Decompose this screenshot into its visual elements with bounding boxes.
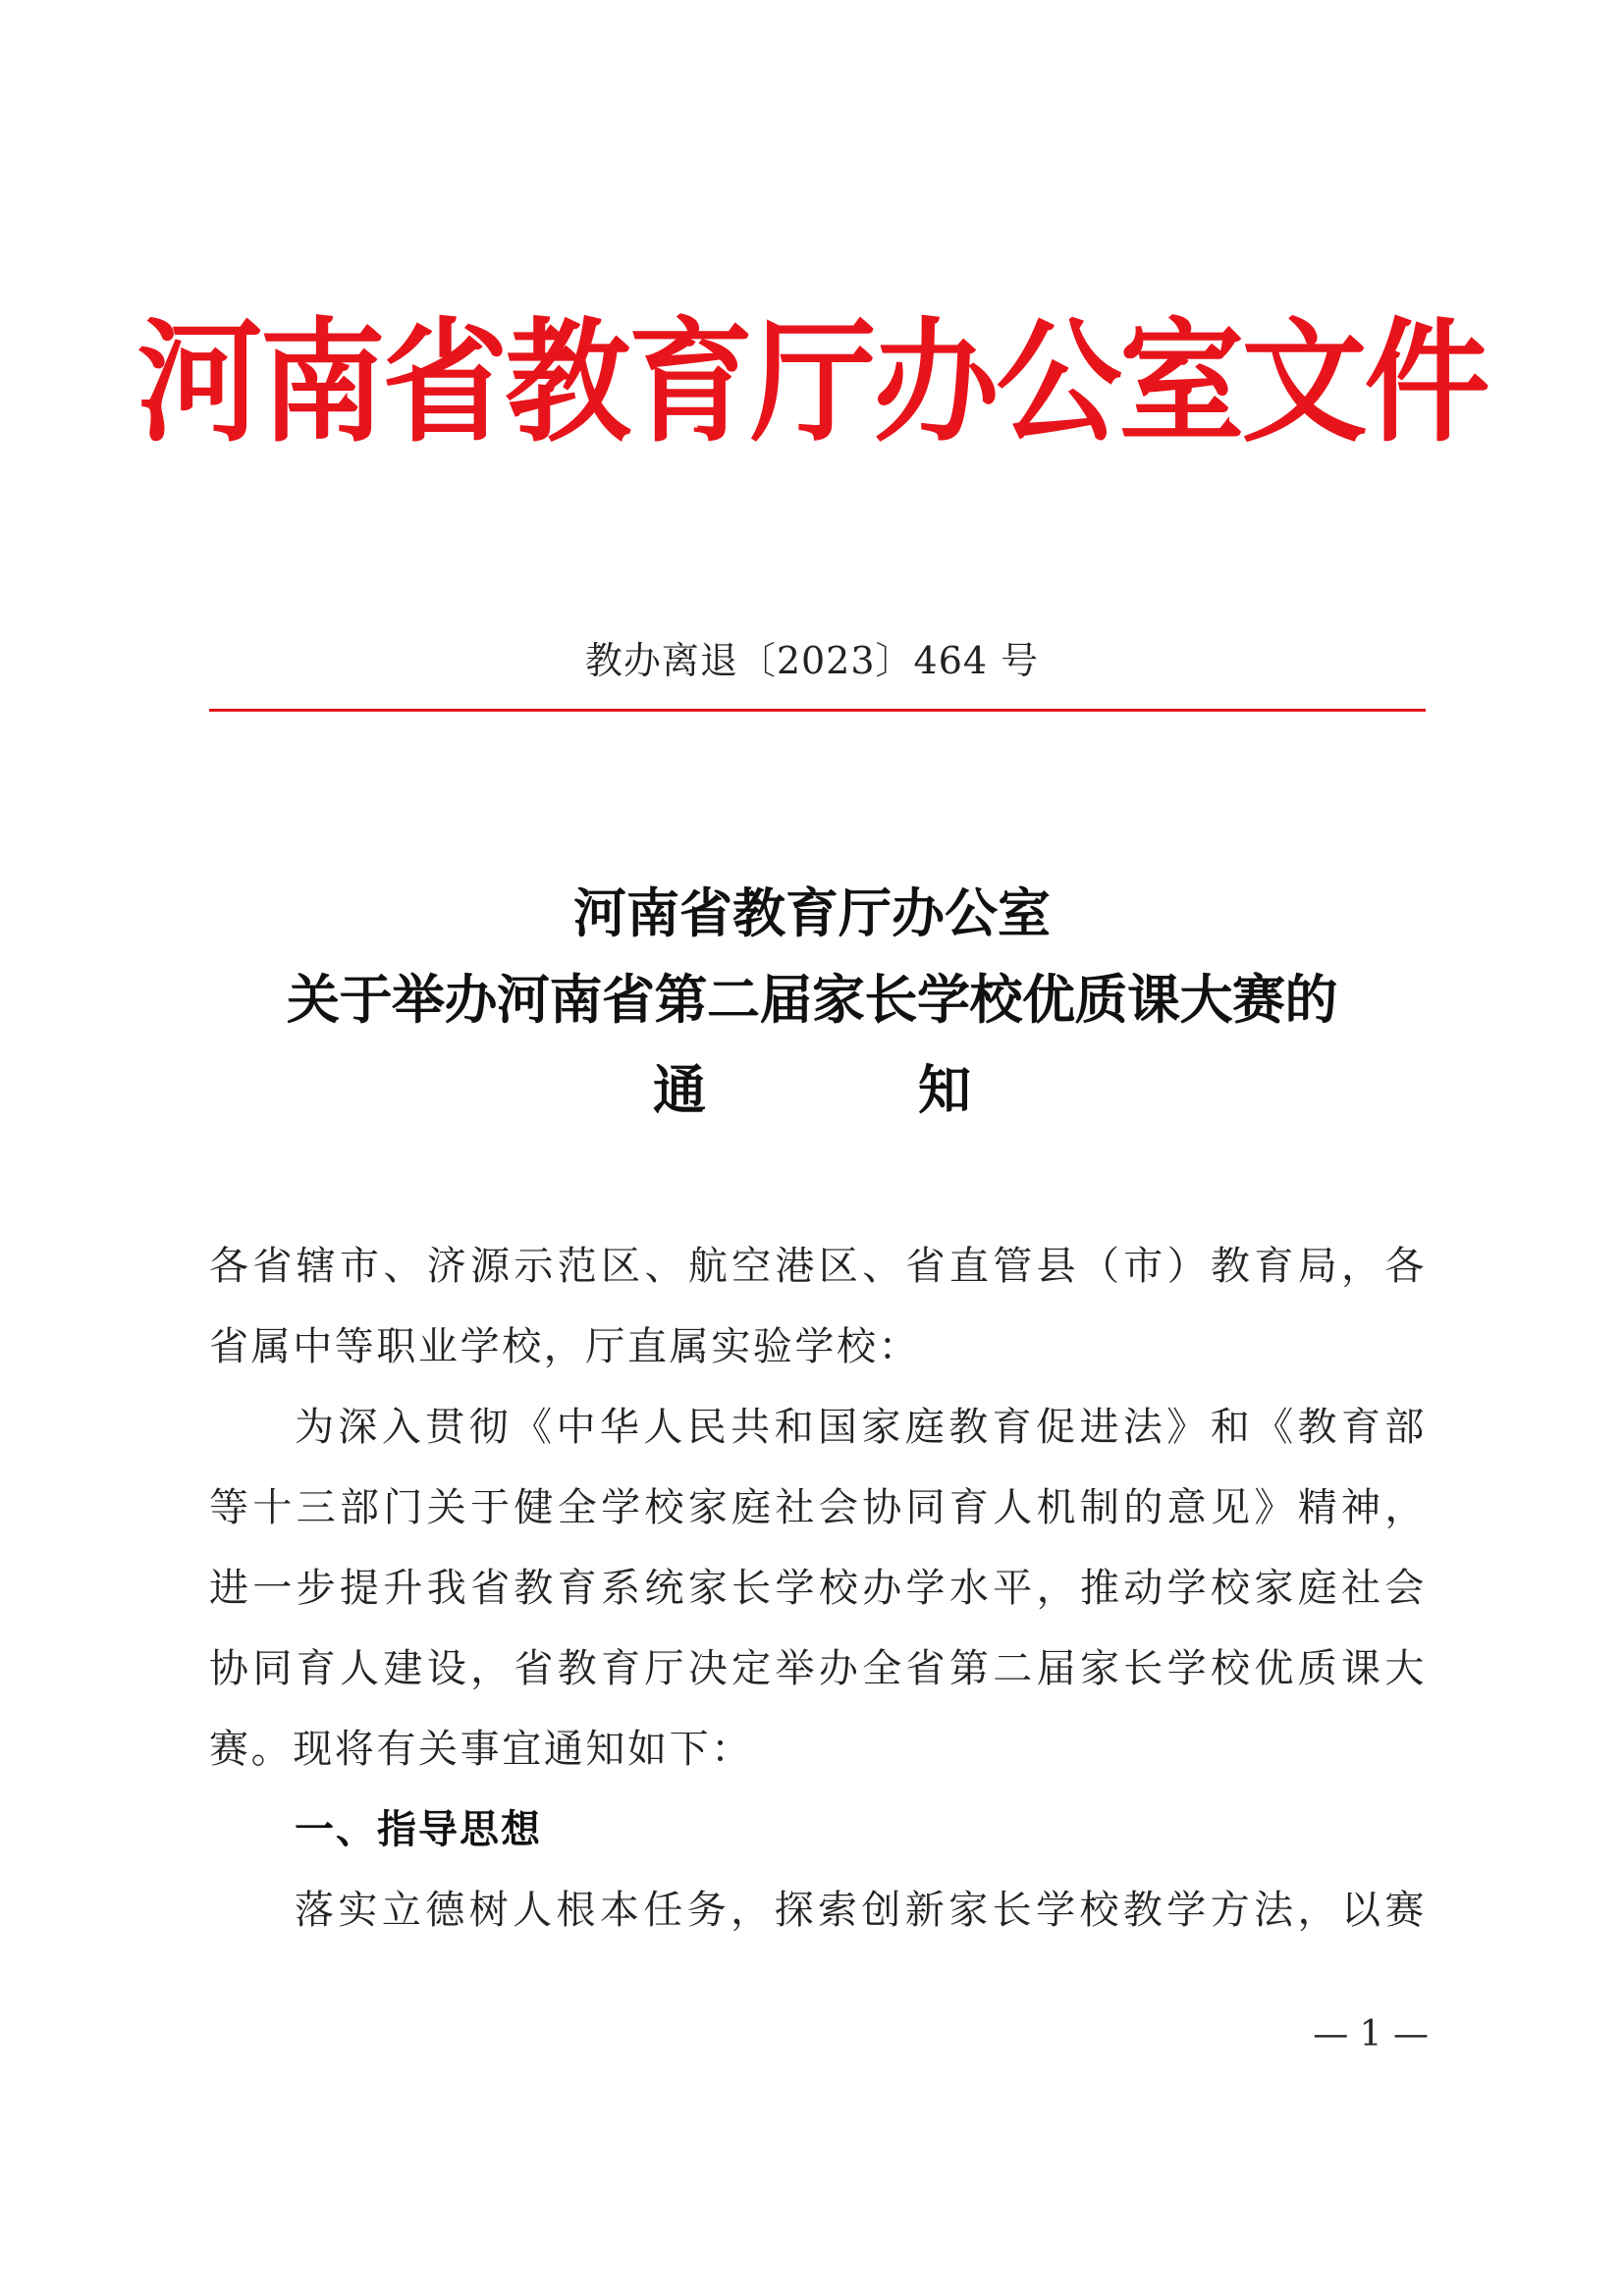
addressee-line-2: 省属中等职业学校，厅直属实验学校：: [209, 1324, 921, 1369]
intro-line-1: 为深入贯彻《中华人民共和国家庭教育促进法》和《教育部: [295, 1405, 1427, 1450]
intro-line-5: 赛。现将有关事宜通知如下：: [209, 1727, 753, 1772]
intro-line-2: 等十三部门关于健全学校家庭社会协同育人机制的意见》精神，: [209, 1485, 1427, 1530]
section-heading-guiding-ideology: 一、指导思想: [295, 1807, 542, 1852]
notice-title-line-1: 河南省教育厅办公室: [573, 881, 1051, 944]
addressee-line-1: 各省辖市、济源示范区、航空港区、省直管县（市）教育局，各: [209, 1244, 1427, 1289]
notice-title-line-3: [0, 1058, 1624, 1121]
notice-title-char-zhi: 知: [918, 1058, 971, 1121]
red-divider-line: [209, 709, 1426, 712]
section1-text-line-1: 落实立德树人根本任务，探索创新家长学校教学方法，以赛: [295, 1888, 1427, 1933]
intro-line-3: 进一步提升我省教育系统家长学校办学水平，推动学校家庭社会: [209, 1566, 1427, 1611]
notice-title-char-tong: 通: [653, 1058, 706, 1121]
page-number: — 1 —: [1313, 2014, 1429, 2055]
masthead-title: 河南省教育厅办公室文件: [136, 304, 1488, 461]
document-number: 教办离退〔2023〕464 号: [584, 639, 1040, 682]
intro-line-4: 协同育人建设，省教育厅决定举办全省第二届家长学校优质课大: [209, 1646, 1427, 1691]
notice-title-line-2: 关于举办河南省第二届家长学校优质课大赛的: [287, 968, 1337, 1031]
